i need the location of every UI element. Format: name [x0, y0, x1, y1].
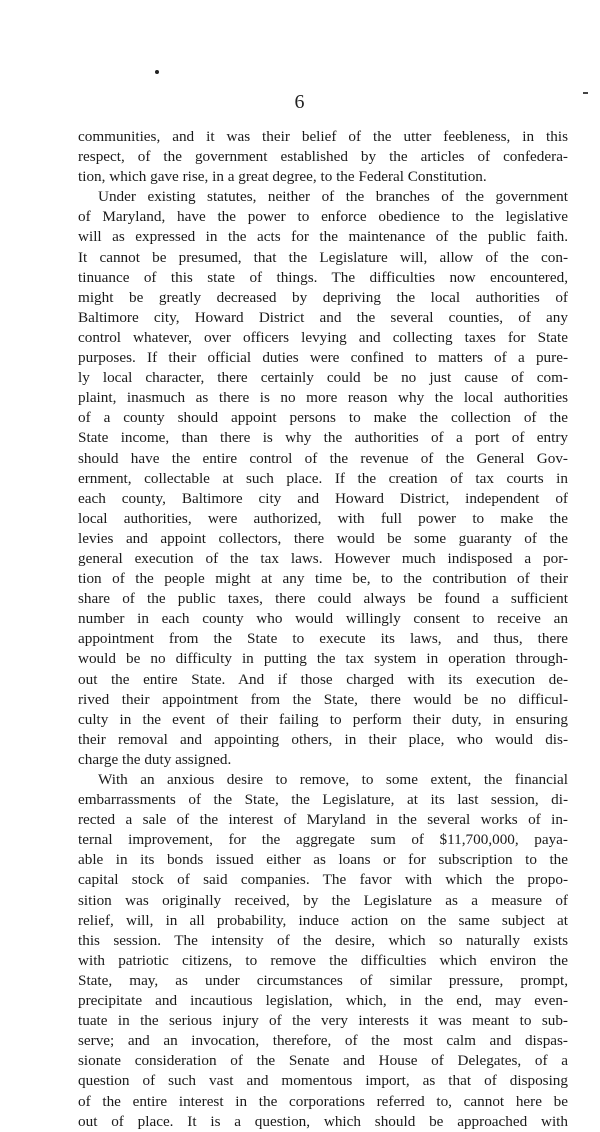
text-line: It cannot be presumed, that the Legislature will, allow of the con- [78, 248, 568, 266]
text-line: rected a sale of the interest of Maryland in the several works of in- [78, 811, 568, 829]
text-line: precipitate and incautious legislation, which, in the end, may even- [78, 992, 568, 1010]
text-line: capital stock of said companies. The favor with which the propo- [78, 871, 568, 889]
text-line: State income, than there is why the authorities of a port of entry [78, 429, 568, 447]
text-line: of the entire interest in the corporations referred to, cannot here be [78, 1092, 568, 1110]
text-line: out of place. It is a question, which should be approached with [78, 1112, 568, 1130]
text-line: number in each county who would willingly consent to receive an [78, 610, 568, 628]
text-line: this session. The intensity of the desire, which so naturally exists [78, 931, 568, 949]
text-line: control whatever, over officers levying and collecting taxes for State [78, 328, 568, 346]
text-line: tion, which gave rise, in a great degree, to the Federal Constitution. [78, 168, 487, 186]
text-line: will as expressed in the acts for the maintenance of the public faith. [78, 228, 568, 246]
text-line: able in its bonds issued either as loans or for subscription to the [78, 851, 568, 869]
text-line: of a county should appoint persons to make the collection of the [78, 409, 568, 427]
page-number: 6 [294, 91, 306, 113]
body-text [78, 127, 568, 1132]
text-line: plaint, inasmuch as there is no more reason why the local authorities [78, 389, 568, 407]
text-line: serve; and an invocation, therefore, of the most calm and dispas- [78, 1032, 568, 1050]
text-line: their removal and appointing others, in their place, who would dis- [78, 730, 568, 748]
text-line: culty in the event of their failing to perform their duty, in ensuring [78, 710, 568, 728]
text-line: with patriotic citizens, to remove the difficulties which environ the [78, 951, 568, 969]
text-line: share of the public taxes, there could always be found a sufficient [78, 590, 568, 608]
text-line: should have the entire control of the revenue of the General Gov- [78, 449, 568, 467]
text-line: appointment from the State to execute its laws, and thus, there [78, 630, 568, 648]
text-line: purposes. If their official duties were confined to matters of a pure- [78, 349, 568, 367]
text-line: tion of the people might at any time be, to the contribution of their [78, 570, 568, 588]
text-line: of Maryland, have the power to enforce obedience to the legislative [78, 208, 568, 226]
text-line: sionate consideration of the Senate and House of Delegates, of a [78, 1052, 568, 1070]
text-line: Baltimore city, Howard District and the several counties, of any [78, 308, 568, 326]
paragraph-start-line: Under existing statutes, neither of the branches of the government [98, 188, 568, 206]
text-line: out the entire State. And if those charged with its execution de- [78, 670, 568, 688]
text-line: local authorities, were authorized, with full power to make the [78, 509, 568, 527]
text-line: levies and appoint collectors, there would be some guaranty of the [78, 529, 568, 547]
text-line: ly local character, there certainly could be no just cause of com- [78, 369, 568, 387]
ink-speck [155, 70, 159, 74]
text-line: embarrassments of the State, the Legislature, at its last session, di- [78, 791, 568, 809]
paragraph-start-line: With an anxious desire to remove, to some extent, the financial [98, 771, 568, 788]
text-line: respect, of the government established by the articles of confedera- [78, 148, 568, 166]
text-line: each county, Baltimore city and Howard District, independent of [78, 489, 568, 507]
text-line: tuate in the serious injury of the very interests it was meant to sub- [78, 1012, 568, 1030]
text-line: rived their appointment from the State, there would be no difficul- [78, 690, 568, 708]
text-line: State, may, as under circumstances of similar pressure, prompt, [78, 971, 568, 989]
text-line: might be greatly decreased by depriving the local authorities of [78, 288, 568, 306]
text-line: would be no difficulty in putting the tax system in operation through- [78, 650, 568, 668]
text-line: general execution of the tax laws. However much indisposed a por- [78, 549, 568, 567]
text-line: tinuance of this state of things. The difficulties now encountered, [78, 268, 568, 286]
text-line: charge the duty assigned. [78, 750, 232, 768]
text-line: communities, and it was their belief of the utter feebleness, in this [78, 128, 568, 145]
text-line: ernment, collectable at such place. If the creation of tax courts in [78, 469, 568, 487]
text-line: ternal improvement, for the aggregate sum of $11,700,000, paya- [78, 831, 568, 849]
text-line: sition was originally received, by the Legislature as a measure of [78, 891, 568, 909]
text-line: question of such vast and momentous import, as that of disposing [78, 1072, 568, 1090]
text-line: relief, will, in all probability, induce action on the same subject at [78, 911, 568, 929]
